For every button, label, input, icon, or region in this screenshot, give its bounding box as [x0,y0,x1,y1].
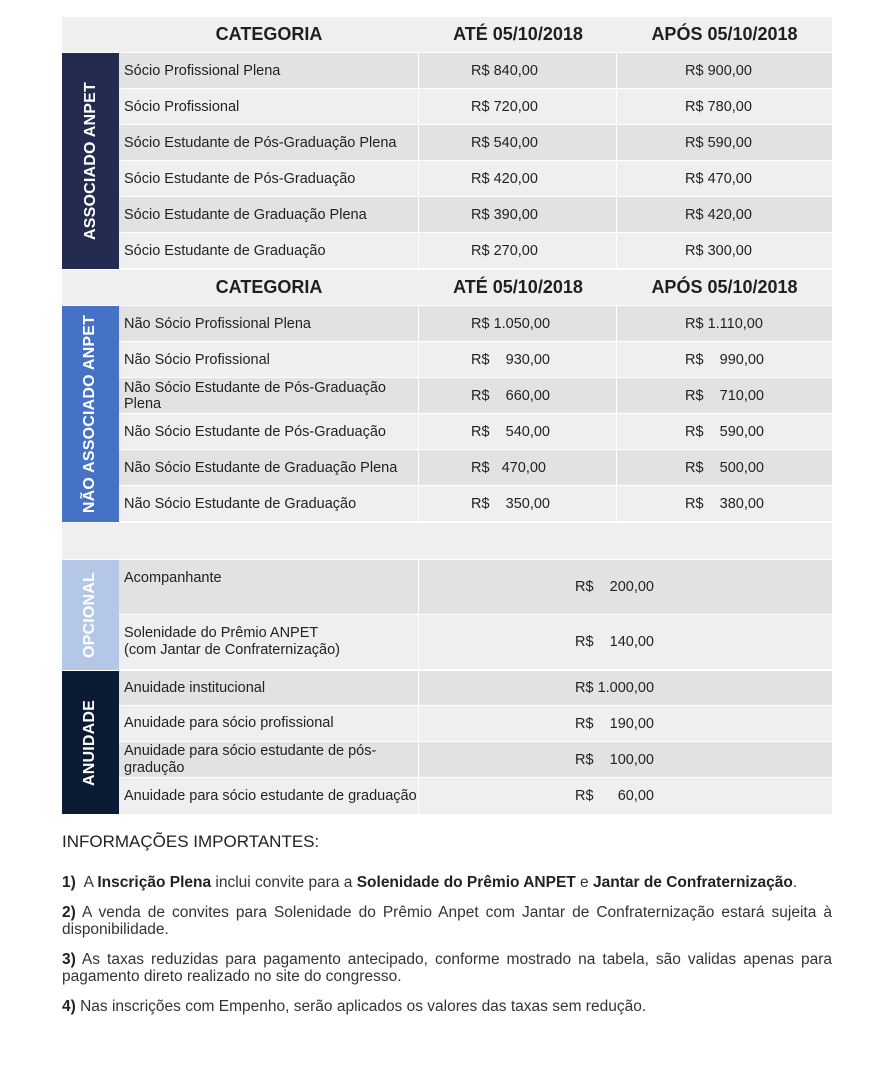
spacer-row [62,523,832,559]
table-row: Solenidade do Prêmio ANPET (com Jantar de Confraternização) R$ 140,00 [119,615,832,670]
table-row: Sócio Profissional Plena R$ 840,00 R$ 900,00 [119,53,832,89]
important-info [62,832,832,1028]
anuidade-block [62,671,832,814]
opcional-block [62,560,832,670]
info-item-4: 4) Nas inscrições com Empenho, serão aplicados os valores das taxas sem redução. [62,998,647,1015]
table-row: Sócio Estudante de Pós-Graduação R$ 420,00 R$ 470,00 [119,161,832,197]
table-row: Não Sócio Estudante de Graduação R$ 350,00 R$ 380,00 [119,486,832,522]
table-header [62,17,832,52]
header-ate: ATÉ 05/10/2018 [453,24,583,44]
info-item-1: 1) A Inscrição Plena inclui convite para a Solenidade do Prêmio ANPET e Jantar de Confraternização. [62,874,798,891]
header-ate: ATÉ 05/10/2018 [453,277,583,297]
info-item-2: 2) A venda de convites para Solenidade do Prêmio Anpet com Jantar de Confraternização estará sujeita à disponibilidade. [62,904,832,938]
table-row: Sócio Profissional R$ 720,00 R$ 780,00 [119,89,832,125]
table-header [62,270,832,305]
table-row: Não Sócio Profissional Plena R$ 1.050,00 R$ 1.110,00 [119,306,832,342]
header-apos: APÓS 05/10/2018 [651,277,798,297]
associado-block [62,53,832,269]
opcional-label: OPCIONAL [62,560,119,670]
table-row: Anuidade para sócio profissional R$ 190,00 [119,706,832,742]
nao-associado-label: NÃO ASSOCIADO ANPET [62,306,119,522]
table-row: Não Sócio Estudante de Graduação Plena R$ 470,00 R$ 500,00 [119,450,832,486]
table-row: Anuidade para sócio estudante de graduação R$ 60,00 [119,778,832,814]
table-row: Não Sócio Estudante de Pós-Graduação R$ 540,00 R$ 590,00 [119,414,832,450]
info-item-3: 3) As taxas reduzidas para pagamento antecipado, conforme mostrado na tabela, são validas apenas para pagamento direto realizado no site do congresso. [62,951,832,985]
associado-label: ASSOCIADO ANPET [62,53,119,269]
header-categoria: CATEGORIA [215,277,323,297]
table-row: Sócio Estudante de Graduação R$ 270,00 R$ 300,00 [119,233,832,269]
anuidade-label: ANUIDADE [62,671,119,814]
table-row: Anuidade para sócio estudante de pós-gradução R$ 100,00 [119,742,832,778]
table-row: Sócio Estudante de Pós-Graduação Plena R$ 540,00 R$ 590,00 [119,125,832,161]
table-row: Não Sócio Profissional R$ 930,00 R$ 990,00 [119,342,832,378]
header-categoria: CATEGORIA [215,24,323,44]
header-apos: APÓS 05/10/2018 [651,24,798,44]
table-row: Acompanhante R$ 200,00 [119,560,832,615]
table-row: Não Sócio Estudante de Pós-Graduação Plena R$ 660,00 R$ 710,00 [119,378,832,414]
table-row: Anuidade institucional R$ 1.000,00 [119,671,832,706]
price-table [62,17,832,814]
nao-associado-block [62,306,832,522]
info-title: INFORMAÇÕES IMPORTANTES: [62,832,320,851]
table-row: Sócio Estudante de Graduação Plena R$ 390,00 R$ 420,00 [119,197,832,233]
